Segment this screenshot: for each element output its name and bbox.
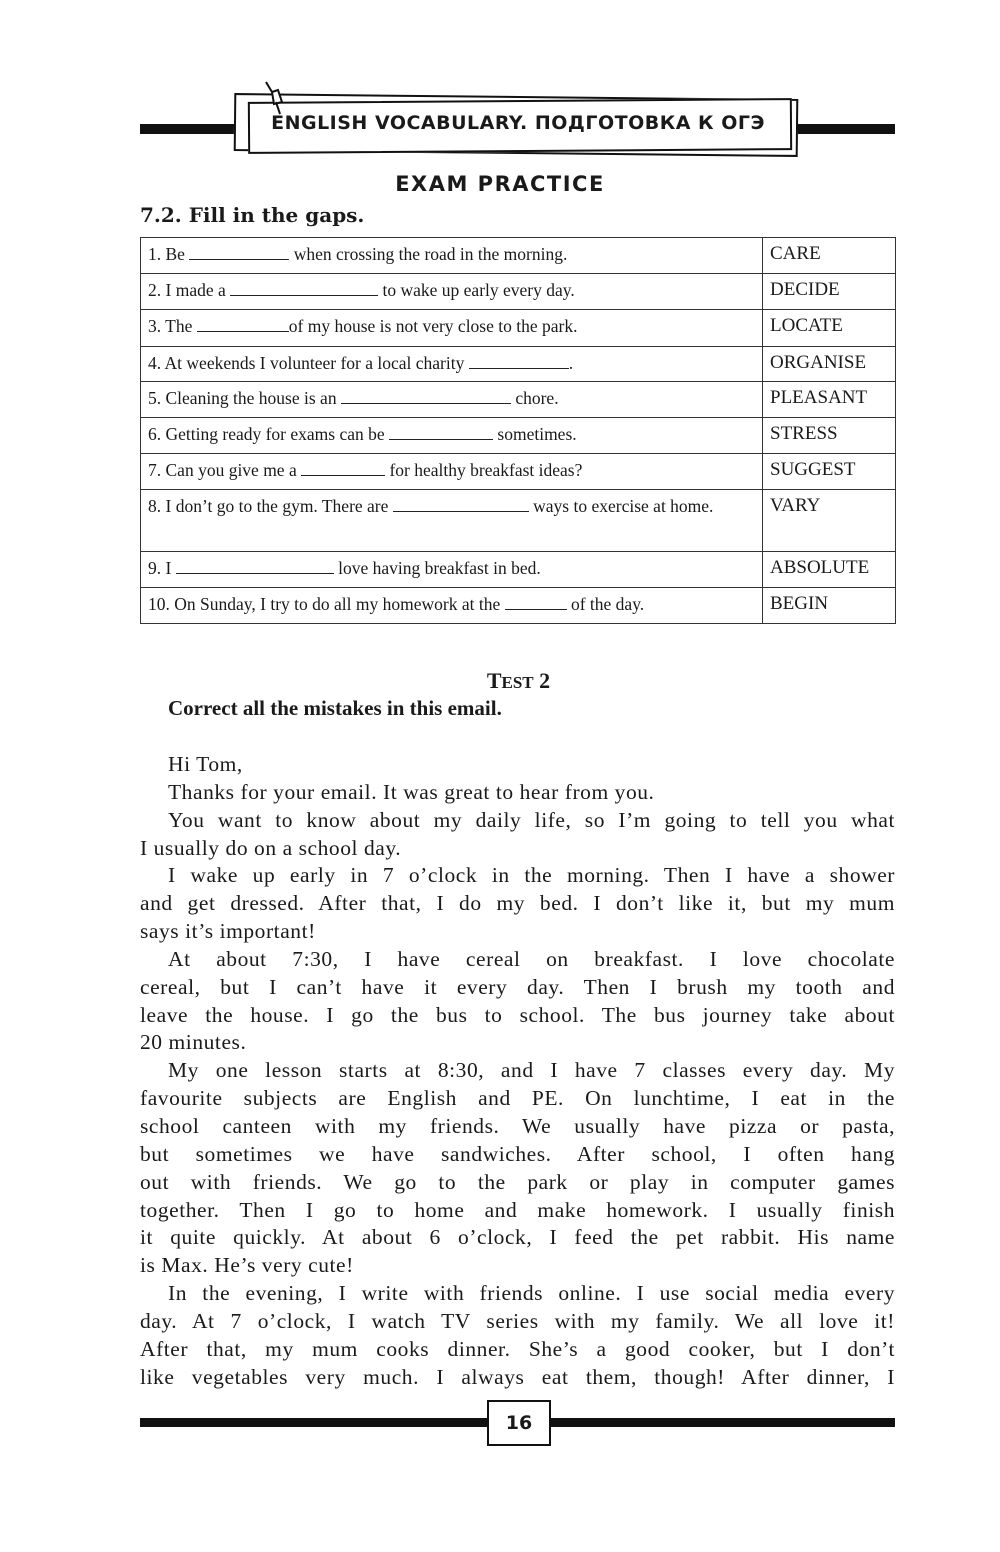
task-heading: 7.2. Fill in the gaps. — [140, 203, 365, 227]
answer-gap[interactable] — [505, 593, 567, 610]
email-line: together. Then I go to home and make homework. I usually finish — [140, 1197, 895, 1222]
answer-gap[interactable] — [389, 423, 493, 440]
email-line: After that, my mum cooks dinner. She’s a good cooker, but I don’t — [140, 1336, 895, 1361]
sentence-cell: 2. I made a to wake up early every day. — [141, 274, 763, 310]
sentence-cell: 1. Be when crossing the road in the morning. — [141, 238, 763, 274]
email-line: leave the house. I go the bus to school. The bus journey take about — [140, 1002, 895, 1027]
sentence-cell: 3. The of my house is not very close to the park. — [141, 310, 763, 347]
answer-gap[interactable] — [301, 459, 385, 476]
word-cell: STRESS — [763, 418, 896, 454]
email-line: says it’s important! — [140, 919, 316, 944]
email-line: You want to know about my daily life, so I’m going to tell you what — [168, 807, 895, 832]
email-line: In the evening, I write with friends online. I use social media every — [168, 1281, 895, 1306]
email-line: but sometimes we have sandwiches. After school, I often hang — [140, 1141, 895, 1166]
sentence-cell: 10. On Sunday, I try to do all my homework at the of the day. — [141, 588, 763, 624]
table-row — [141, 454, 896, 490]
answer-gap[interactable] — [469, 352, 569, 369]
table-row — [141, 552, 896, 588]
table-row — [141, 274, 896, 310]
email-line: At about 7:30, I have cereal on breakfast. I love chocolate — [168, 946, 895, 971]
email-line: Hi Tom, — [168, 752, 243, 776]
header-title: ENGLISH VOCABULARY. ПОДГОТОВКА К ОГЭ — [271, 112, 765, 134]
word-cell: ABSOLUTE — [763, 552, 896, 588]
email-text — [140, 751, 895, 1391]
table-row — [141, 490, 896, 552]
word-cell: DECIDE — [763, 274, 896, 310]
email-line: 20 minutes. — [140, 1030, 247, 1055]
sentence-cell: 6. Getting ready for exams can be sometimes. — [141, 418, 763, 454]
pushpin-icon — [262, 80, 292, 116]
email-line: is Max. He’s very cute! — [140, 1253, 354, 1278]
page-number: 16 — [487, 1400, 551, 1446]
table-row — [141, 238, 896, 274]
email-line: favourite subjects are English and PE. On lunchtime, I eat in the — [140, 1086, 895, 1111]
word-cell: PLEASANT — [763, 382, 896, 418]
email-line: school canteen with my friends. We usually have pizza or pasta, — [140, 1113, 895, 1138]
word-cell: CARE — [763, 238, 896, 274]
table-row — [141, 382, 896, 418]
email-line: out with friends. We go to the park or play in computer games — [140, 1169, 895, 1194]
sentence-cell: 9. I love having breakfast in bed. — [141, 552, 763, 588]
sentence-cell: 7. Can you give me a for healthy breakfast ideas? — [141, 454, 763, 490]
email-line: I usually do on a school day. — [140, 835, 402, 860]
instruction: Correct all the mistakes in this email. — [168, 696, 502, 720]
email-line: My one lesson starts at 8:30, and I have 7 classes every day. My — [168, 1058, 895, 1083]
word-cell: LOCATE — [763, 310, 896, 347]
test-heading: TEST 2 — [486, 668, 551, 693]
answer-gap[interactable] — [341, 387, 511, 404]
email-line: and get dressed. After that, I do my bed. I don’t like it, but my mum — [140, 891, 895, 916]
table-row — [141, 310, 896, 347]
email-line: day. At 7 o’clock, I watch TV series with my family. We all love it! — [140, 1308, 895, 1333]
answer-gap[interactable] — [393, 495, 529, 512]
sentence-cell: 5. Cleaning the house is an chore. — [141, 382, 763, 418]
email-line: like vegetables very much. I always eat them, though! After dinner, I — [140, 1364, 895, 1389]
word-cell: ORGANISE — [763, 347, 896, 382]
header-rule-left — [140, 124, 240, 134]
word-cell: BEGIN — [763, 588, 896, 624]
header-rule-right — [795, 124, 895, 134]
word-cell: SUGGEST — [763, 454, 896, 490]
table-row — [141, 418, 896, 454]
table-row — [141, 588, 896, 624]
answer-gap[interactable] — [230, 279, 378, 296]
sentence-cell: 8. I don’t go to the gym. There are ways to exercise at home. — [141, 490, 763, 552]
answer-gap[interactable] — [197, 315, 289, 332]
answer-gap[interactable] — [189, 243, 289, 260]
section-title: EXAM PRACTICE — [395, 172, 605, 196]
email-line: I wake up early in 7 o’clock in the morning. Then I have a shower — [168, 863, 895, 888]
email-line: it quite quickly. At about 6 o’clock, I feed the pet rabbit. His name — [140, 1225, 895, 1250]
email-line: cereal, but I can’t have it every day. Then I brush my tooth and — [140, 974, 895, 999]
email-line: Thanks for your email. It was great to hear from you. — [168, 779, 655, 804]
word-cell: VARY — [763, 490, 896, 552]
sentence-cell: 4. At weekends I volunteer for a local charity . — [141, 347, 763, 382]
gap-fill-table — [140, 237, 896, 624]
answer-gap[interactable] — [176, 557, 334, 574]
table-row — [141, 347, 896, 382]
